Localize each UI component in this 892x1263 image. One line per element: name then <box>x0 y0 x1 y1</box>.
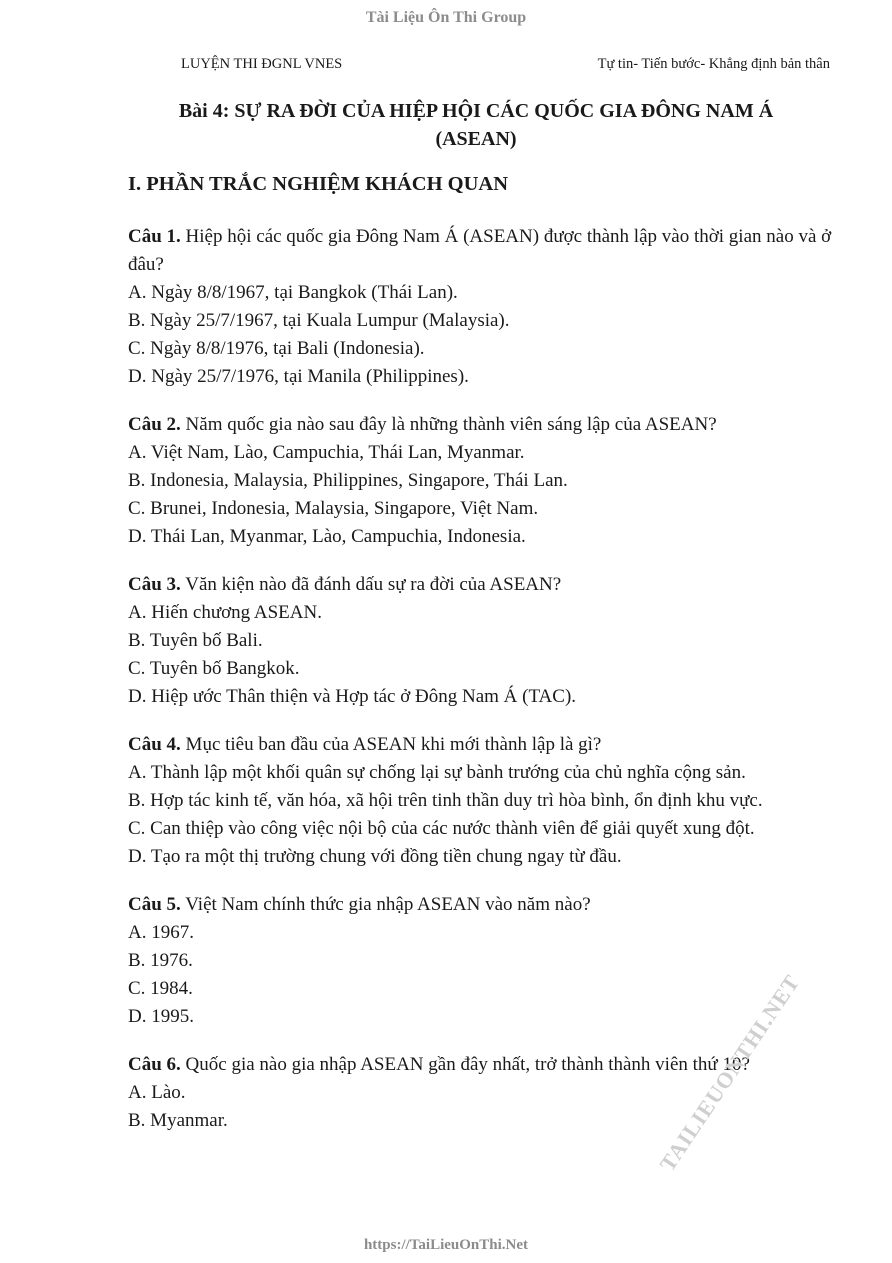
question-stem <box>128 411 848 439</box>
question-3 <box>128 571 848 711</box>
diagonal-watermark: TAILIEUONTHI.NET <box>654 969 805 1176</box>
lesson-title-line-1: Bài 4: SỰ RA ĐỜI CỦA HIỆP HỘI CÁC QUỐC GIA ĐÔNG NAM Á <box>178 100 774 122</box>
question-number: Câu 6. <box>128 1054 181 1075</box>
option-b: B. Myanmar. <box>128 1110 228 1131</box>
option-b: B. Indonesia, Malaysia, Philippines, Singapore, Thái Lan. <box>128 470 568 491</box>
lesson-title <box>120 97 832 153</box>
option-a: A. Thành lập một khối quân sự chống lại sự bành trướng của chủ nghĩa cộng sản. <box>128 762 746 783</box>
question-number: Câu 4. <box>128 734 181 755</box>
question-text: Quốc gia nào gia nhập ASEAN gần đây nhất, trở thành thành viên thứ 10? <box>185 1054 750 1075</box>
option-b: B. 1976. <box>128 950 193 971</box>
question-5 <box>128 891 848 1031</box>
question-text: Mục tiêu ban đầu của ASEAN khi mới thành lập là gì? <box>185 734 602 755</box>
question-number: Câu 3. <box>128 574 181 595</box>
option-a: A. Việt Nam, Lào, Campuchia, Thái Lan, Myanmar. <box>128 442 525 463</box>
option-d: D. Hiệp ước Thân thiện và Hợp tác ở Đông Nam Á (TAC). <box>128 686 577 707</box>
section-title: I. PHẦN TRẮC NGHIỆM KHÁCH QUAN <box>128 173 509 195</box>
option-d: D. Tạo ra một thị trường chung với đồng tiền chung ngay từ đầu. <box>128 846 622 867</box>
option-c: C. 1984. <box>128 978 193 999</box>
question-stem <box>128 223 848 279</box>
question-2 <box>128 411 848 551</box>
lesson-title-line-2: (ASEAN) <box>435 128 517 150</box>
question-stem <box>128 891 848 919</box>
option-c: C. Can thiệp vào công việc nội bộ của các nước thành viên để giải quyết xung đột. <box>128 818 755 839</box>
option-b: B. Hợp tác kinh tế, văn hóa, xã hội trên tinh thần duy trì hòa bình, ổn định khu vực. <box>128 790 763 811</box>
question-number: Câu 2. <box>128 414 181 435</box>
group-header: Tài Liệu Ôn Thi Group <box>365 9 527 26</box>
option-a: A. Lào. <box>128 1082 186 1103</box>
option-d: D. 1995. <box>128 1006 194 1027</box>
question-list <box>128 223 848 1155</box>
option-c: C. Ngày 8/8/1976, tại Bali (Indonesia). <box>128 338 425 359</box>
header-left-text: LUYỆN THI ĐGNL VNES <box>181 56 343 72</box>
footer-url-link[interactable]: https://TaiLieuOnThi.Net <box>363 1237 529 1253</box>
option-c: C. Brunei, Indonesia, Malaysia, Singapore, Việt Nam. <box>128 498 539 519</box>
question-stem <box>128 571 848 599</box>
question-stem <box>128 731 848 759</box>
header-right-slogan: Tự tin- Tiến bước- Khẳng định bản thân <box>597 56 830 72</box>
option-a: A. Ngày 8/8/1967, tại Bangkok (Thái Lan). <box>128 282 458 303</box>
question-number: Câu 1. <box>128 226 181 247</box>
question-text: Văn kiện nào đã đánh dấu sự ra đời của ASEAN? <box>185 574 562 595</box>
question-text: Năm quốc gia nào sau đây là những thành viên sáng lập của ASEAN? <box>185 414 717 435</box>
question-1 <box>128 223 848 391</box>
option-a: A. Hiến chương ASEAN. <box>128 602 322 623</box>
question-4 <box>128 731 848 871</box>
option-a: A. 1967. <box>128 922 194 943</box>
question-number: Câu 5. <box>128 894 181 915</box>
option-b: B. Tuyên bố Bali. <box>128 630 263 651</box>
question-text: Việt Nam chính thức gia nhập ASEAN vào năm nào? <box>185 894 591 915</box>
question-text: Hiệp hội các quốc gia Đông Nam Á (ASEAN) được thành lập vào thời gian nào và ở đâu? <box>128 226 832 275</box>
option-d: D. Ngày 25/7/1976, tại Manila (Philippines). <box>128 366 469 387</box>
option-c: C. Tuyên bố Bangkok. <box>128 658 300 679</box>
option-b: B. Ngày 25/7/1967, tại Kuala Lumpur (Malaysia). <box>128 310 510 331</box>
option-d: D. Thái Lan, Myanmar, Lào, Campuchia, Indonesia. <box>128 526 526 547</box>
